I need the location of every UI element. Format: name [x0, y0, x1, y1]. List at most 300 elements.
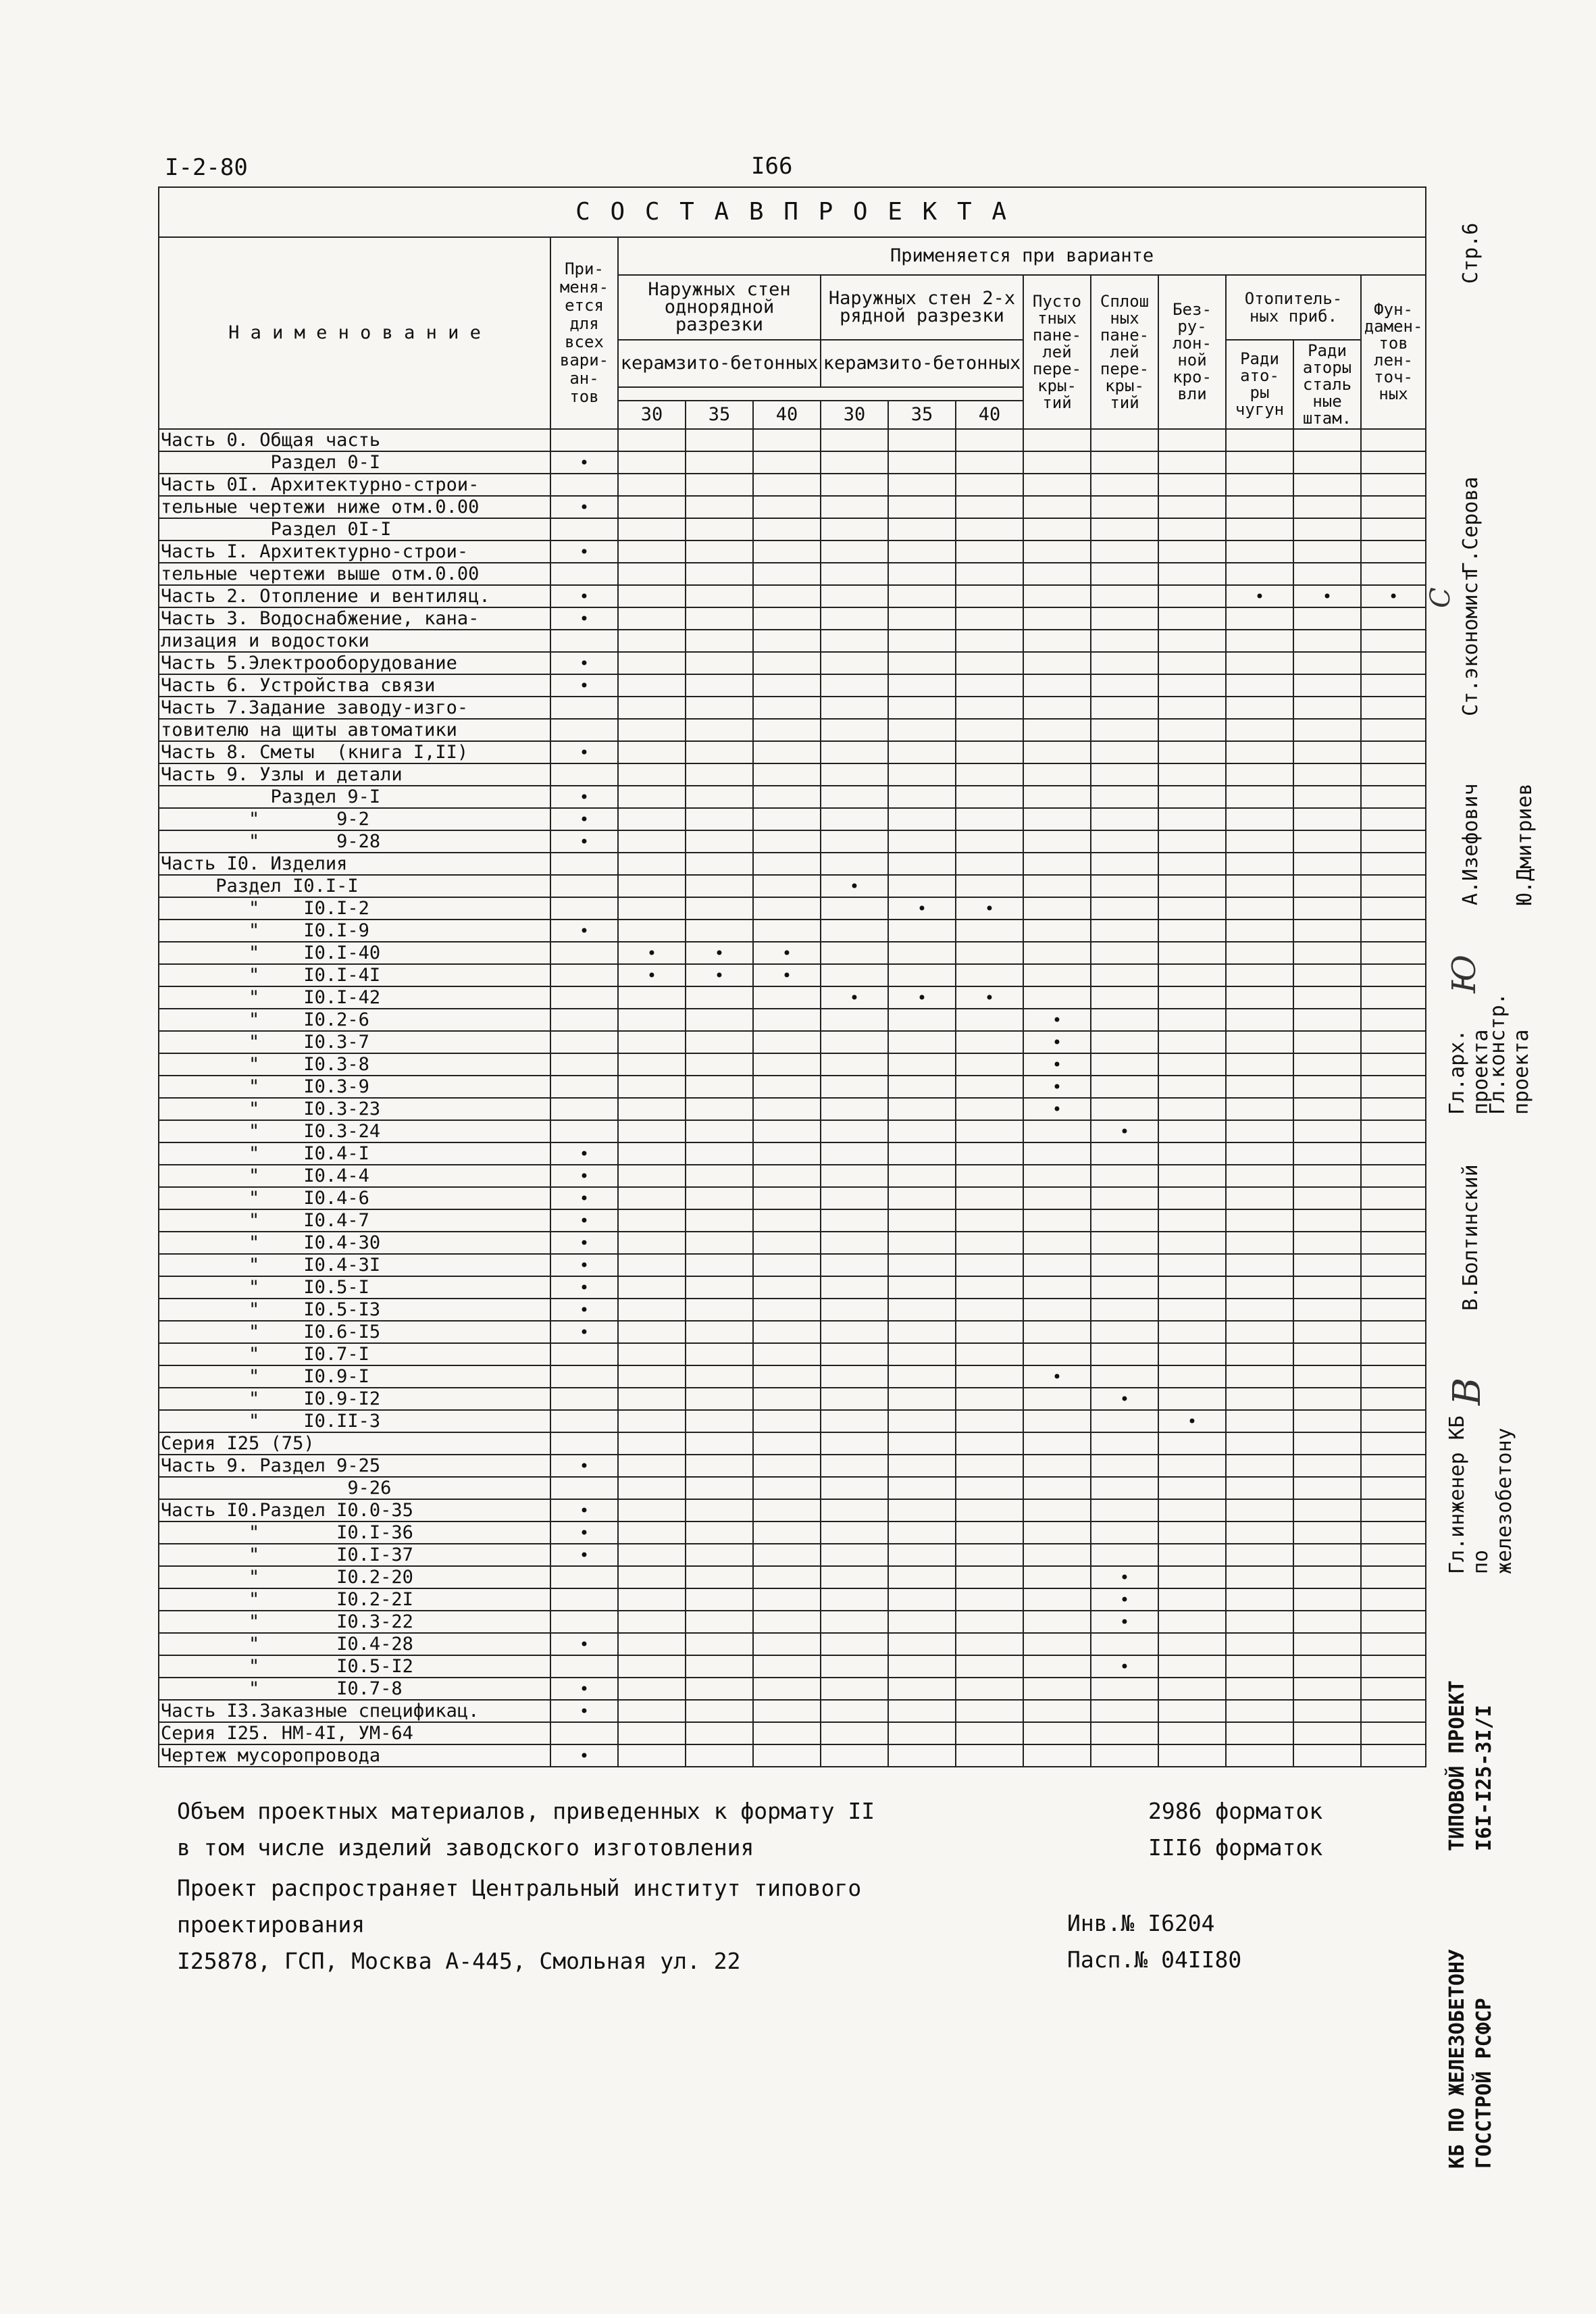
row-variant-mark [753, 1343, 821, 1365]
row-variant-mark [956, 1722, 1023, 1744]
row-variant-mark [956, 1232, 1023, 1254]
group-one-row-header: Наружных стен однорядной разрезки [618, 275, 821, 340]
row-variant-mark [956, 1053, 1023, 1076]
row-all-variants-mark: • [550, 1499, 618, 1521]
row-variant-mark [956, 1254, 1023, 1276]
row-all-variants-mark [550, 429, 618, 451]
row-variant-mark [1226, 1076, 1293, 1098]
row-variant-mark [753, 1566, 821, 1588]
row-variant-mark [1293, 1031, 1361, 1053]
row-variant-mark [1226, 741, 1293, 763]
row-variant-mark [821, 607, 888, 630]
row-variant-mark [1293, 853, 1361, 875]
row-variant-mark [888, 1031, 956, 1053]
row-variant-mark [618, 1744, 686, 1767]
row-name: Чертеж мусоропровода [159, 1744, 550, 1767]
row-variant-mark [821, 786, 888, 808]
row-variant-mark [1361, 697, 1426, 719]
row-variant-mark [753, 1031, 821, 1053]
row-variant-mark [753, 1165, 821, 1187]
thickness-40-b: 40 [956, 401, 1023, 429]
row-name: " I0.3-9 [159, 1076, 550, 1098]
row-variant-mark [888, 920, 956, 942]
chief-architect-title: Гл.арх. проекта [1445, 1029, 1493, 1115]
row-variant-mark [1091, 875, 1158, 897]
row-variant-mark [1226, 1098, 1293, 1120]
row-variant-mark [956, 1655, 1023, 1678]
row-variant-mark [1293, 920, 1361, 942]
row-variant-mark [821, 1232, 888, 1254]
row-variant-mark [956, 1209, 1023, 1232]
volume-line-2: в том числе изделий заводского изготовления [177, 1834, 754, 1861]
row-variant-mark [753, 1521, 821, 1544]
row-variant-mark [1293, 474, 1361, 496]
row-variant-mark [618, 429, 686, 451]
row-all-variants-mark: • [550, 1299, 618, 1321]
row-name: " I0.4-7 [159, 1209, 550, 1232]
row-variant-mark [1226, 1187, 1293, 1209]
row-variant-mark [888, 1209, 956, 1232]
row-variant-mark [1361, 1655, 1426, 1678]
row-variant-mark [956, 1678, 1023, 1700]
row-variant-mark [821, 1544, 888, 1566]
row-variant-mark [1158, 518, 1226, 540]
row-variant-mark [1091, 1232, 1158, 1254]
row-variant-mark [821, 1076, 888, 1098]
table-row [159, 1187, 1426, 1209]
thickness-35-a: 35 [686, 401, 753, 429]
row-variant-mark [1226, 853, 1293, 875]
row-variant-mark [888, 540, 956, 563]
row-variant-mark [956, 474, 1023, 496]
row-name: " I0.5-I [159, 1276, 550, 1299]
row-variant-mark [618, 1142, 686, 1165]
row-variant-mark [686, 1455, 753, 1477]
row-variant-mark [1023, 1633, 1091, 1655]
row-variant-mark [1023, 1722, 1091, 1744]
row-all-variants-mark: • [550, 1744, 618, 1767]
row-variant-mark [1361, 875, 1426, 897]
row-variant-mark [1091, 1187, 1158, 1209]
row-variant-mark [1158, 451, 1226, 474]
row-variant-mark [1293, 1120, 1361, 1142]
row-all-variants-mark [550, 853, 618, 875]
row-variant-mark [821, 1053, 888, 1076]
economist-title: Ст.экономист [1459, 570, 1483, 716]
row-variant-mark [1293, 451, 1361, 474]
row-variant-mark [888, 1477, 956, 1499]
row-variant-mark [618, 1432, 686, 1455]
row-variant-mark [821, 1521, 888, 1544]
table-row [159, 1544, 1426, 1566]
row-variant-mark [1293, 1343, 1361, 1365]
row-variant-mark [1293, 986, 1361, 1009]
row-all-variants-mark [550, 719, 618, 741]
row-variant-mark [618, 830, 686, 853]
row-variant-mark [1091, 585, 1158, 607]
row-variant-mark [686, 1588, 753, 1611]
row-variant-mark [1293, 674, 1361, 697]
row-variant-mark [1226, 1053, 1293, 1076]
row-variant-mark [1091, 1432, 1158, 1455]
row-variant-mark [1226, 830, 1293, 853]
table-row [159, 697, 1426, 719]
row-variant-mark [1158, 1076, 1226, 1098]
row-variant-mark [1226, 1611, 1293, 1633]
row-variant-mark [1091, 674, 1158, 697]
row-variant-mark [618, 1299, 686, 1321]
row-variant-mark [1091, 1299, 1158, 1321]
row-all-variants-mark: • [550, 1455, 618, 1477]
row-variant-mark [1361, 1321, 1426, 1343]
row-variant-mark [1023, 585, 1091, 607]
row-name: Часть 0I. Архитектурно-строи- [159, 474, 550, 496]
row-variant-mark [686, 1566, 753, 1588]
row-name: Часть 7.Задание заводу-изго- [159, 697, 550, 719]
row-variant-mark [1091, 1544, 1158, 1566]
row-variant-mark [888, 1343, 956, 1365]
row-variant-mark [1158, 1276, 1226, 1299]
distribution-line-2: проектирования [177, 1911, 365, 1938]
table-row [159, 1410, 1426, 1432]
row-variant-mark [686, 1053, 753, 1076]
row-variant-mark: • [1091, 1588, 1158, 1611]
row-variant-mark [1158, 942, 1226, 964]
row-variant-mark [956, 1744, 1023, 1767]
row-variant-mark [1091, 1410, 1158, 1432]
row-variant-mark [618, 1521, 686, 1544]
row-variant-mark [1091, 518, 1158, 540]
table-row [159, 1031, 1426, 1053]
row-variant-mark [1226, 808, 1293, 830]
row-all-variants-mark: • [550, 652, 618, 674]
row-variant-mark: • [888, 986, 956, 1009]
table-row [159, 585, 1426, 607]
row-variant-mark [686, 1678, 753, 1700]
row-variant-mark [1226, 1388, 1293, 1410]
row-variant-mark [1293, 1700, 1361, 1722]
row-variant-mark [821, 853, 888, 875]
row-variant-mark [1293, 1611, 1361, 1633]
row-variant-mark [686, 429, 753, 451]
row-variant-mark [956, 808, 1023, 830]
row-variant-mark [821, 1343, 888, 1365]
row-variant-mark [1091, 897, 1158, 920]
row-variant-mark [618, 986, 686, 1009]
row-variant-mark [1293, 1722, 1361, 1744]
row-variant-mark [1293, 1455, 1361, 1477]
row-variant-mark [821, 1611, 888, 1633]
row-variant-mark [821, 1187, 888, 1209]
row-variant-mark [1023, 474, 1091, 496]
row-variant-mark [753, 1744, 821, 1767]
row-variant-mark [1091, 607, 1158, 630]
row-variant-mark [1091, 1744, 1158, 1767]
row-variant-mark [1361, 474, 1426, 496]
row-variant-mark [1361, 920, 1426, 942]
row-name: " I0.4-6 [159, 1187, 550, 1209]
row-variant-mark [1293, 1254, 1361, 1276]
table-row [159, 540, 1426, 563]
row-variant-mark [1158, 741, 1226, 763]
row-all-variants-mark [550, 1611, 618, 1633]
row-variant-mark [821, 630, 888, 652]
row-variant-mark [888, 1299, 956, 1321]
row-variant-mark [1361, 1455, 1426, 1477]
row-variant-mark [1023, 630, 1091, 652]
row-variant-mark [753, 920, 821, 942]
row-variant-mark [1158, 1499, 1226, 1521]
row-variant-mark [618, 1276, 686, 1299]
row-variant-mark [1158, 496, 1226, 518]
row-variant-mark [1226, 1410, 1293, 1432]
row-variant-mark [1158, 808, 1226, 830]
row-variant-mark [1091, 763, 1158, 786]
row-all-variants-mark: • [550, 1209, 618, 1232]
row-variant-mark [956, 853, 1023, 875]
row-variant-mark [1023, 1254, 1091, 1276]
row-variant-mark [1023, 1410, 1091, 1432]
row-variant-mark [618, 1655, 686, 1678]
row-variant-mark [821, 540, 888, 563]
row-variant-mark [618, 1499, 686, 1521]
row-variant-mark [1158, 585, 1226, 607]
row-variant-mark [1361, 1544, 1426, 1566]
row-variant-mark [1293, 741, 1361, 763]
passport-number: Пасп.№ 04II80 [1067, 1946, 1242, 1973]
economist-signature: С [1425, 587, 1456, 608]
row-variant-mark [753, 1120, 821, 1142]
row-variant-mark [821, 808, 888, 830]
row-all-variants-mark: • [550, 496, 618, 518]
row-variant-mark [1293, 1053, 1361, 1076]
row-variant-mark [1158, 1744, 1226, 1767]
row-variant-mark [1158, 1365, 1226, 1388]
row-variant-mark [821, 563, 888, 585]
row-name: Раздел 0I-I [159, 518, 550, 540]
row-variant-mark [618, 674, 686, 697]
row-variant-mark [686, 585, 753, 607]
row-variant-mark [1226, 1678, 1293, 1700]
row-variant-mark [618, 1477, 686, 1499]
project-type: ТИПОВОЙ ПРОЕКТ [1445, 1680, 1469, 1851]
row-variant-mark [1226, 1120, 1293, 1142]
row-variant-mark [1293, 719, 1361, 741]
row-variant-mark [1361, 1566, 1426, 1588]
row-variant-mark [686, 808, 753, 830]
row-name: Часть 0. Общая часть [159, 429, 550, 451]
row-variant-mark [1158, 1254, 1226, 1276]
row-all-variants-mark [550, 1098, 618, 1120]
row-variant-mark [753, 830, 821, 853]
row-all-variants-mark: • [550, 1544, 618, 1566]
row-variant-mark [753, 853, 821, 875]
row-variant-mark [1226, 1365, 1293, 1388]
engineer-signature: В [1445, 1377, 1489, 1405]
row-variant-mark: • [1091, 1611, 1158, 1633]
row-variant-mark [1293, 1098, 1361, 1120]
thickness-35-b: 35 [888, 401, 956, 429]
row-variant-mark [686, 518, 753, 540]
row-variant-mark [1158, 1053, 1226, 1076]
row-variant-mark [956, 1455, 1023, 1477]
row-variant-mark [686, 1187, 753, 1209]
row-variant-mark [1023, 875, 1091, 897]
row-variant-mark [1023, 1165, 1091, 1187]
row-variant-mark [1226, 942, 1293, 964]
row-variant-mark [1158, 1655, 1226, 1678]
row-variant-mark [888, 808, 956, 830]
row-variant-mark [956, 1299, 1023, 1321]
row-variant-mark [686, 1655, 753, 1678]
row-variant-mark [1361, 630, 1426, 652]
row-variant-mark [821, 719, 888, 741]
row-variant-mark [618, 897, 686, 920]
row-all-variants-mark: • [550, 1521, 618, 1544]
row-variant-mark [686, 719, 753, 741]
row-variant-mark [1293, 1187, 1361, 1209]
row-all-variants-mark: • [550, 1678, 618, 1700]
row-variant-mark [686, 1521, 753, 1544]
row-variant-mark [1023, 1455, 1091, 1477]
row-all-variants-mark: • [550, 451, 618, 474]
row-variant-mark [888, 1521, 956, 1544]
row-all-variants-mark: • [550, 674, 618, 697]
row-variant-mark [1226, 897, 1293, 920]
table-row [159, 1209, 1426, 1232]
row-variant-mark [1361, 563, 1426, 585]
row-variant-mark [956, 697, 1023, 719]
row-variant-mark [888, 719, 956, 741]
row-variant-mark [1226, 719, 1293, 741]
row-all-variants-mark [550, 1120, 618, 1142]
row-variant-mark [753, 1232, 821, 1254]
row-variant-mark [888, 518, 956, 540]
row-variant-mark [1361, 853, 1426, 875]
row-variant-mark [1158, 763, 1226, 786]
row-variant-mark: • [686, 964, 753, 986]
row-variant-mark [1158, 786, 1226, 808]
row-name: " I0.7-I [159, 1343, 550, 1365]
distribution-line-1: Проект распространяет Центральный институт типового [177, 1875, 862, 1901]
row-variant-mark [956, 1588, 1023, 1611]
row-all-variants-mark: • [550, 1276, 618, 1299]
row-all-variants-mark [550, 1477, 618, 1499]
volume-block [177, 1793, 1055, 1866]
row-variant-mark [686, 1076, 753, 1098]
row-variant-mark [821, 1276, 888, 1299]
table-row [159, 1455, 1426, 1477]
table-row [159, 630, 1426, 652]
row-variant-mark [1091, 1700, 1158, 1722]
row-all-variants-mark [550, 1410, 618, 1432]
row-variant-mark [956, 1388, 1023, 1410]
row-all-variants-mark: • [550, 585, 618, 607]
row-variant-mark [1361, 496, 1426, 518]
row-variant-mark [1226, 1655, 1293, 1678]
row-variant-mark [956, 763, 1023, 786]
row-variant-mark [1158, 1232, 1226, 1254]
row-variant-mark [1361, 986, 1426, 1009]
table-row [159, 1678, 1426, 1700]
table-row [159, 1276, 1426, 1299]
row-variant-mark [1091, 986, 1158, 1009]
row-variant-mark [1226, 920, 1293, 942]
row-variant-mark [1091, 741, 1158, 763]
row-variant-mark [888, 1053, 956, 1076]
row-variant-mark [1158, 540, 1226, 563]
row-variant-mark [753, 1455, 821, 1477]
row-variant-mark [1226, 1142, 1293, 1165]
row-all-variants-mark [550, 630, 618, 652]
row-variant-mark [1226, 451, 1293, 474]
row-variant-mark [1158, 875, 1226, 897]
row-variant-mark [821, 1455, 888, 1477]
row-variant-mark: • [1361, 585, 1426, 607]
row-variant-mark [1361, 1232, 1426, 1254]
row-variant-mark [618, 451, 686, 474]
row-variant-mark [1226, 763, 1293, 786]
row-variant-mark [618, 496, 686, 518]
row-variant-mark [753, 1678, 821, 1700]
row-variant-mark [1361, 674, 1426, 697]
doc-code: I-2-80 [165, 154, 248, 181]
row-variant-mark [753, 451, 821, 474]
row-variant-mark [1226, 1209, 1293, 1232]
table-row [159, 1098, 1426, 1120]
row-variant-mark [821, 1209, 888, 1232]
row-variant-mark [686, 496, 753, 518]
row-variant-mark [1158, 1031, 1226, 1053]
row-variant-mark [1226, 1633, 1293, 1655]
row-variant-mark [888, 674, 956, 697]
row-variant-mark [1293, 1142, 1361, 1165]
row-variant-mark [1361, 1365, 1426, 1388]
row-variant-mark [1023, 1232, 1091, 1254]
col-cast-iron-radiators: Ради ато- ры чугун [1226, 340, 1293, 429]
chief-engineer-name: В.Болтинский [1459, 1164, 1483, 1311]
row-name: 9-26 [159, 1477, 550, 1499]
row-variant-mark [1293, 763, 1361, 786]
row-variant-mark [686, 1432, 753, 1455]
row-variant-mark [1158, 897, 1226, 920]
row-variant-mark [1361, 1254, 1426, 1276]
row-variant-mark [1023, 1343, 1091, 1365]
table-row [159, 719, 1426, 741]
table-row [159, 1722, 1426, 1744]
row-variant-mark [753, 1388, 821, 1410]
row-all-variants-mark: • [550, 1633, 618, 1655]
row-variant-mark [1091, 474, 1158, 496]
row-variant-mark [1226, 1521, 1293, 1544]
row-name: Часть 2. Отопление и вентиляц. [159, 585, 550, 607]
row-name: " I0.4-4 [159, 1165, 550, 1187]
row-variant-mark [686, 986, 753, 1009]
org-name-1: КБ ПО ЖЕЛЕЗОБЕТОНУ [1445, 1948, 1469, 2169]
col-variants-header: Применяется при варианте [618, 237, 1426, 275]
row-variant-mark [618, 920, 686, 942]
row-variant-mark [956, 1566, 1023, 1588]
row-variant-mark [888, 1410, 956, 1432]
row-variant-mark [1091, 496, 1158, 518]
row-variant-mark [1091, 1009, 1158, 1031]
row-all-variants-mark [550, 1566, 618, 1588]
row-variant-mark [753, 1611, 821, 1633]
row-variant-mark [618, 474, 686, 496]
row-variant-mark [956, 875, 1023, 897]
row-variant-mark [1361, 1209, 1426, 1232]
row-variant-mark [1293, 1744, 1361, 1767]
